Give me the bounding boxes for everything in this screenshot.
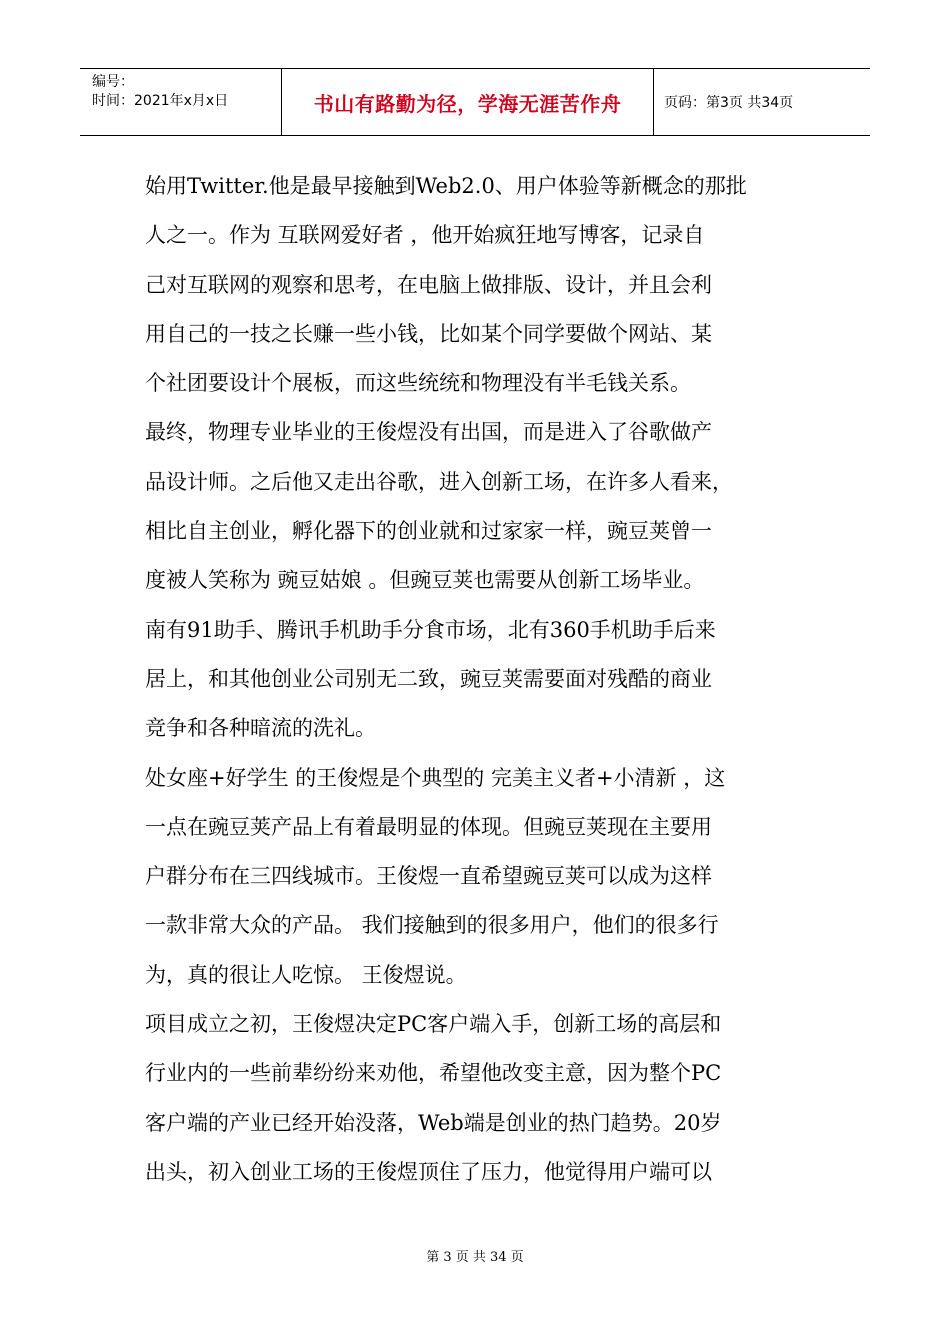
text-line: 个社团要设计个展板，而这些统统和物理没有半毛钱关系。: [145, 371, 691, 396]
body-text: [145, 162, 810, 1197]
text-line: 品设计师。之后他又走出谷歌，进入创新工场，在许多人看来，: [145, 469, 733, 494]
motto: 书山有路勤为径，学海无涯苦作舟: [313, 91, 622, 116]
text-line: 户群分布在三四线城市。王俊煜一直希望豌豆荚可以成为这样: [145, 864, 712, 889]
text-line: 项目成立之初，王俊煜决定PC客户端入手，创新工场的高层和: [145, 1012, 722, 1037]
header-motto-cell: [282, 69, 654, 135]
text-line: 竞争和各种暗流的洗礼。: [145, 716, 376, 741]
page-header: [80, 68, 870, 136]
text-line: 始用Twitter.他是最早接触到Web2.0、用户体验等新概念的那批: [145, 174, 747, 198]
time-label: 时间：2021年x月x日: [92, 93, 229, 109]
text-line: 一点在豌豆荚产品上有着最明显的体现。但豌豆荚现在主要用: [145, 814, 712, 839]
page-label: 页码：第3页 共34页: [664, 95, 794, 111]
number-label: 编号：: [92, 74, 134, 90]
text-line: 人之一。作为 互联网爱好者 ，他开始疯狂地写博客，记录自: [145, 223, 705, 248]
text-line: 客户端的产业已经开始没落，Web端是创业的热门趋势。20岁: [145, 1110, 722, 1135]
text-line: 相比自主创业，孵化器下的创业就和过家家一样，豌豆荚曾一: [145, 519, 712, 544]
text-line: 居上，和其他创业公司别无二致，豌豆荚需要面对残酷的商业: [145, 666, 712, 691]
text-line: 行业内的一些前辈纷纷来劝他，希望他改变主意，因为整个PC: [145, 1061, 722, 1086]
text-line: 南有91助手、腾讯手机助手分食市场，北有360手机助手后来: [145, 617, 716, 642]
text-line: 出头，初入创业工场的王俊煜顶住了压力，他觉得用户端可以: [145, 1159, 712, 1184]
text-line: 处女座+好学生 的王俊煜是个典型的 完美主义者+小清新 ，这: [145, 765, 726, 790]
header-page-cell: [654, 69, 870, 135]
text-line: 己对互联网的观察和思考，在电脑上做排版、设计，并且会利: [145, 272, 712, 297]
page-footer: 第 3 页 共 34 页: [426, 1250, 524, 1265]
text-line: 最终，物理专业毕业的王俊煜没有出国，而是进入了谷歌做产: [145, 420, 712, 445]
header-meta: [80, 69, 282, 135]
text-line: 一款非常大众的产品。 我们接触到的很多用户，他们的很多行: [145, 913, 719, 938]
text-line: 用自己的一技之长赚一些小钱，比如某个同学要做个网站、某: [145, 321, 712, 346]
text-line: 度被人笑称为 豌豆姑娘 。但豌豆荚也需要从创新工场毕业。: [145, 568, 705, 593]
text-line: 为，真的很让人吃惊。 王俊煜说。: [145, 962, 467, 987]
